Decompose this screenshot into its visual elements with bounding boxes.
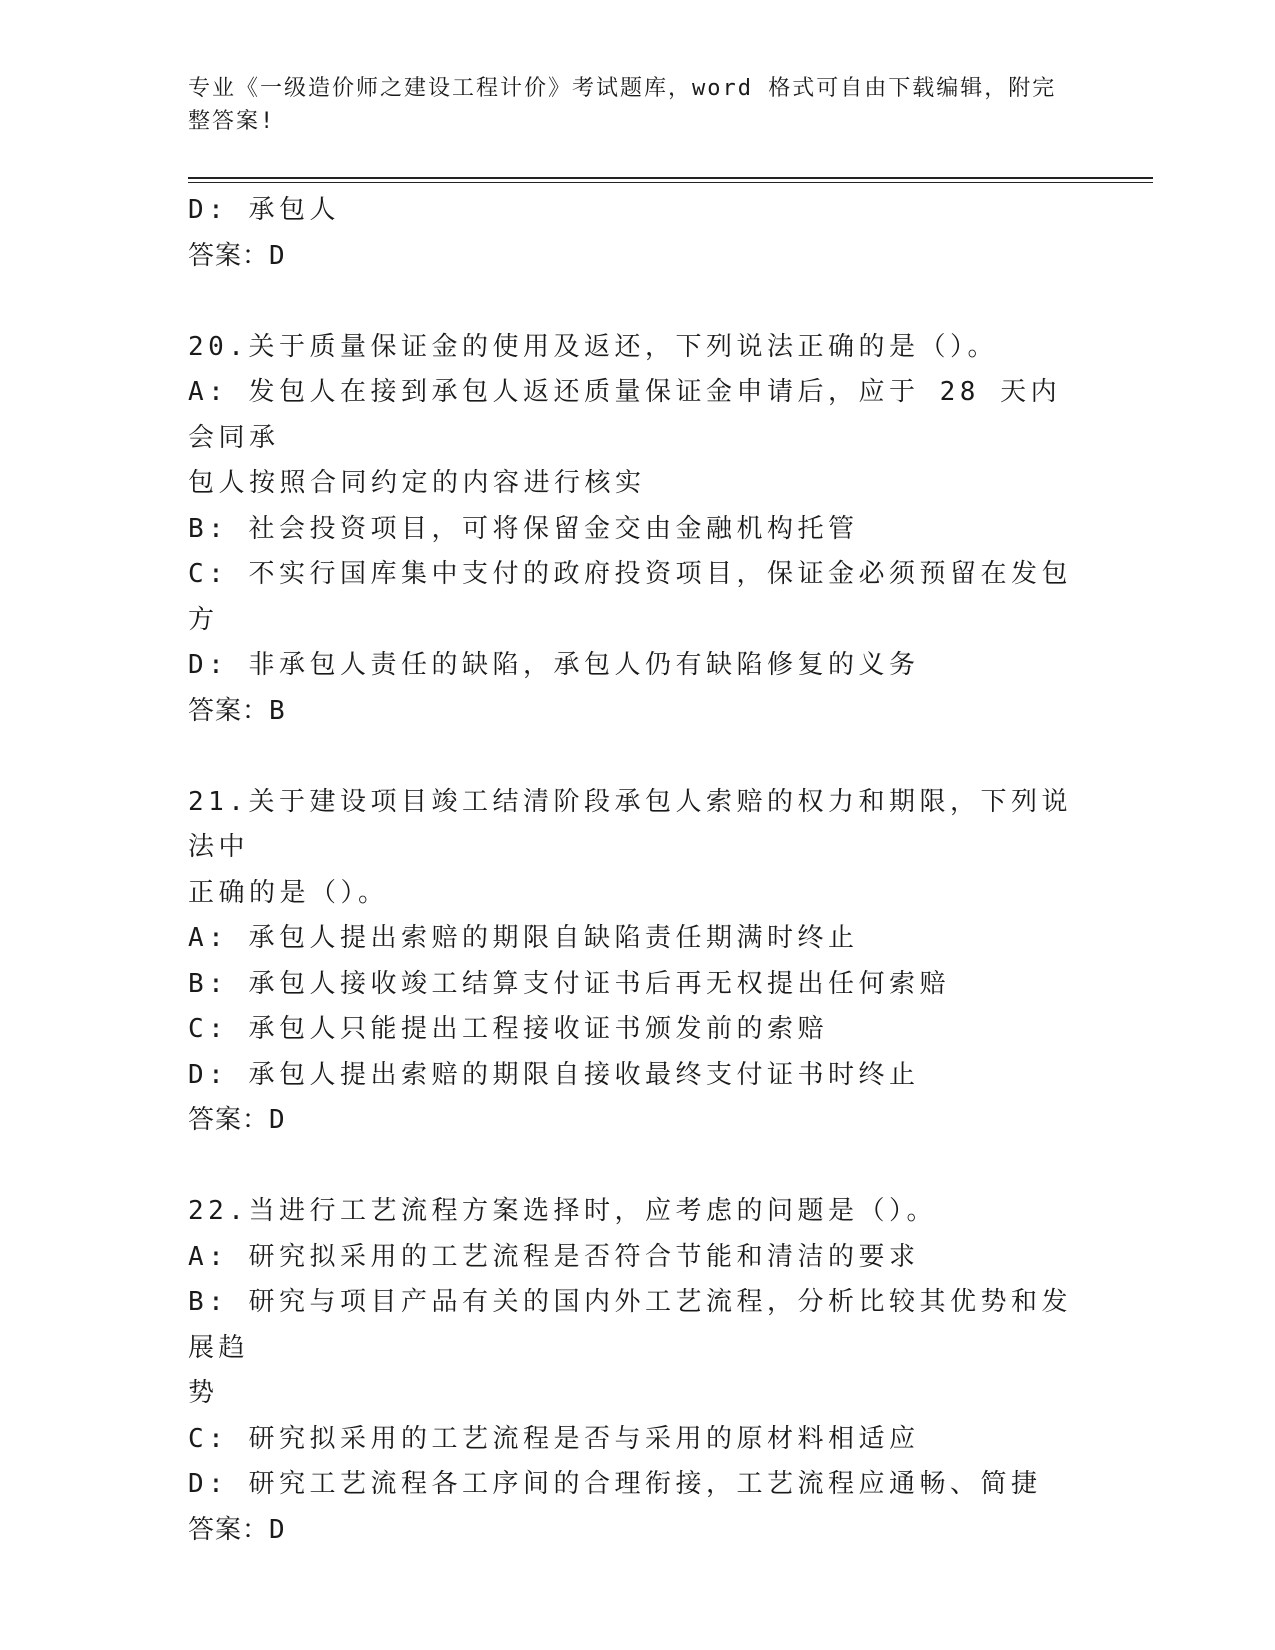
header-line-1: 专业《一级造价师之建设工程计价》考试题库，word 格式可自由下载编辑，附完 [188, 76, 1057, 101]
option-b: B: 研究与项目产品有关的国内外工艺流程，分析比较其优势和发展趋 [188, 1287, 1072, 1363]
spacer [188, 734, 1088, 780]
option-b: B: 社会投资项目，可将保留金交由金融机构托管 [188, 513, 859, 544]
header-rule-thin [188, 182, 1153, 183]
header-rule-thick [188, 177, 1153, 179]
spacer [188, 1144, 1088, 1190]
option-d: D: 非承包人责任的缺陷，承包人仍有缺陷修复的义务 [188, 650, 920, 680]
option-d: D: 承包人提出索赔的期限自接收最终支付证书时终止 [188, 1059, 920, 1090]
question-stem: 20.关于质量保证金的使用及返还，下列说法正确的是（）。 [188, 331, 998, 362]
question-stem-continued: 正确的是（）。 [188, 877, 389, 908]
spacer [188, 279, 1088, 325]
question-21 [188, 780, 1088, 1144]
option-a-continued: 包人按照合同约定的内容进行核实 [188, 468, 646, 498]
option-d: D: 承包人 [188, 195, 340, 225]
header-line-2: 整答案! [188, 109, 276, 134]
document-header [188, 72, 1068, 138]
option-b-continued: 势 [188, 1378, 219, 1408]
question-stem: 22.当进行工艺流程方案选择时，应考虑的问题是（）。 [188, 1196, 937, 1226]
answer-line: 答案：D [188, 1105, 286, 1135]
option-a: A: 研究拟采用的工艺流程是否符合节能和清洁的要求 [188, 1241, 920, 1272]
document-body [188, 188, 1088, 1553]
option-d: D: 研究工艺流程各工序间的合理衔接，工艺流程应通畅、简捷 [188, 1469, 1042, 1499]
option-c: C: 承包人只能提出工程接收证书颁发前的索赔 [188, 1014, 828, 1044]
option-b: B: 承包人接收竣工结算支付证书后再无权提出任何索赔 [188, 968, 950, 999]
answer-line: 答案：D [188, 240, 286, 271]
question-20 [188, 325, 1088, 735]
option-a: A: 承包人提出索赔的期限自缺陷责任期满时终止 [188, 923, 859, 953]
question-stem: 21.关于建设项目竣工结清阶段承包人索赔的权力和期限，下列说法中 [188, 786, 1072, 862]
question-22 [188, 1189, 1088, 1553]
option-a: A: 发包人在接到承包人返还质量保证金申请后，应于 28 天内会同承 [188, 377, 1062, 453]
answer-line: 答案：B [188, 695, 286, 726]
answer-line: 答案：D [188, 1514, 286, 1545]
option-c: C: 研究拟采用的工艺流程是否与采用的原材料相适应 [188, 1423, 920, 1454]
option-c: C: 不实行国库集中支付的政府投资项目，保证金必须预留在发包方 [188, 559, 1072, 635]
previous-question-tail [188, 188, 1088, 279]
